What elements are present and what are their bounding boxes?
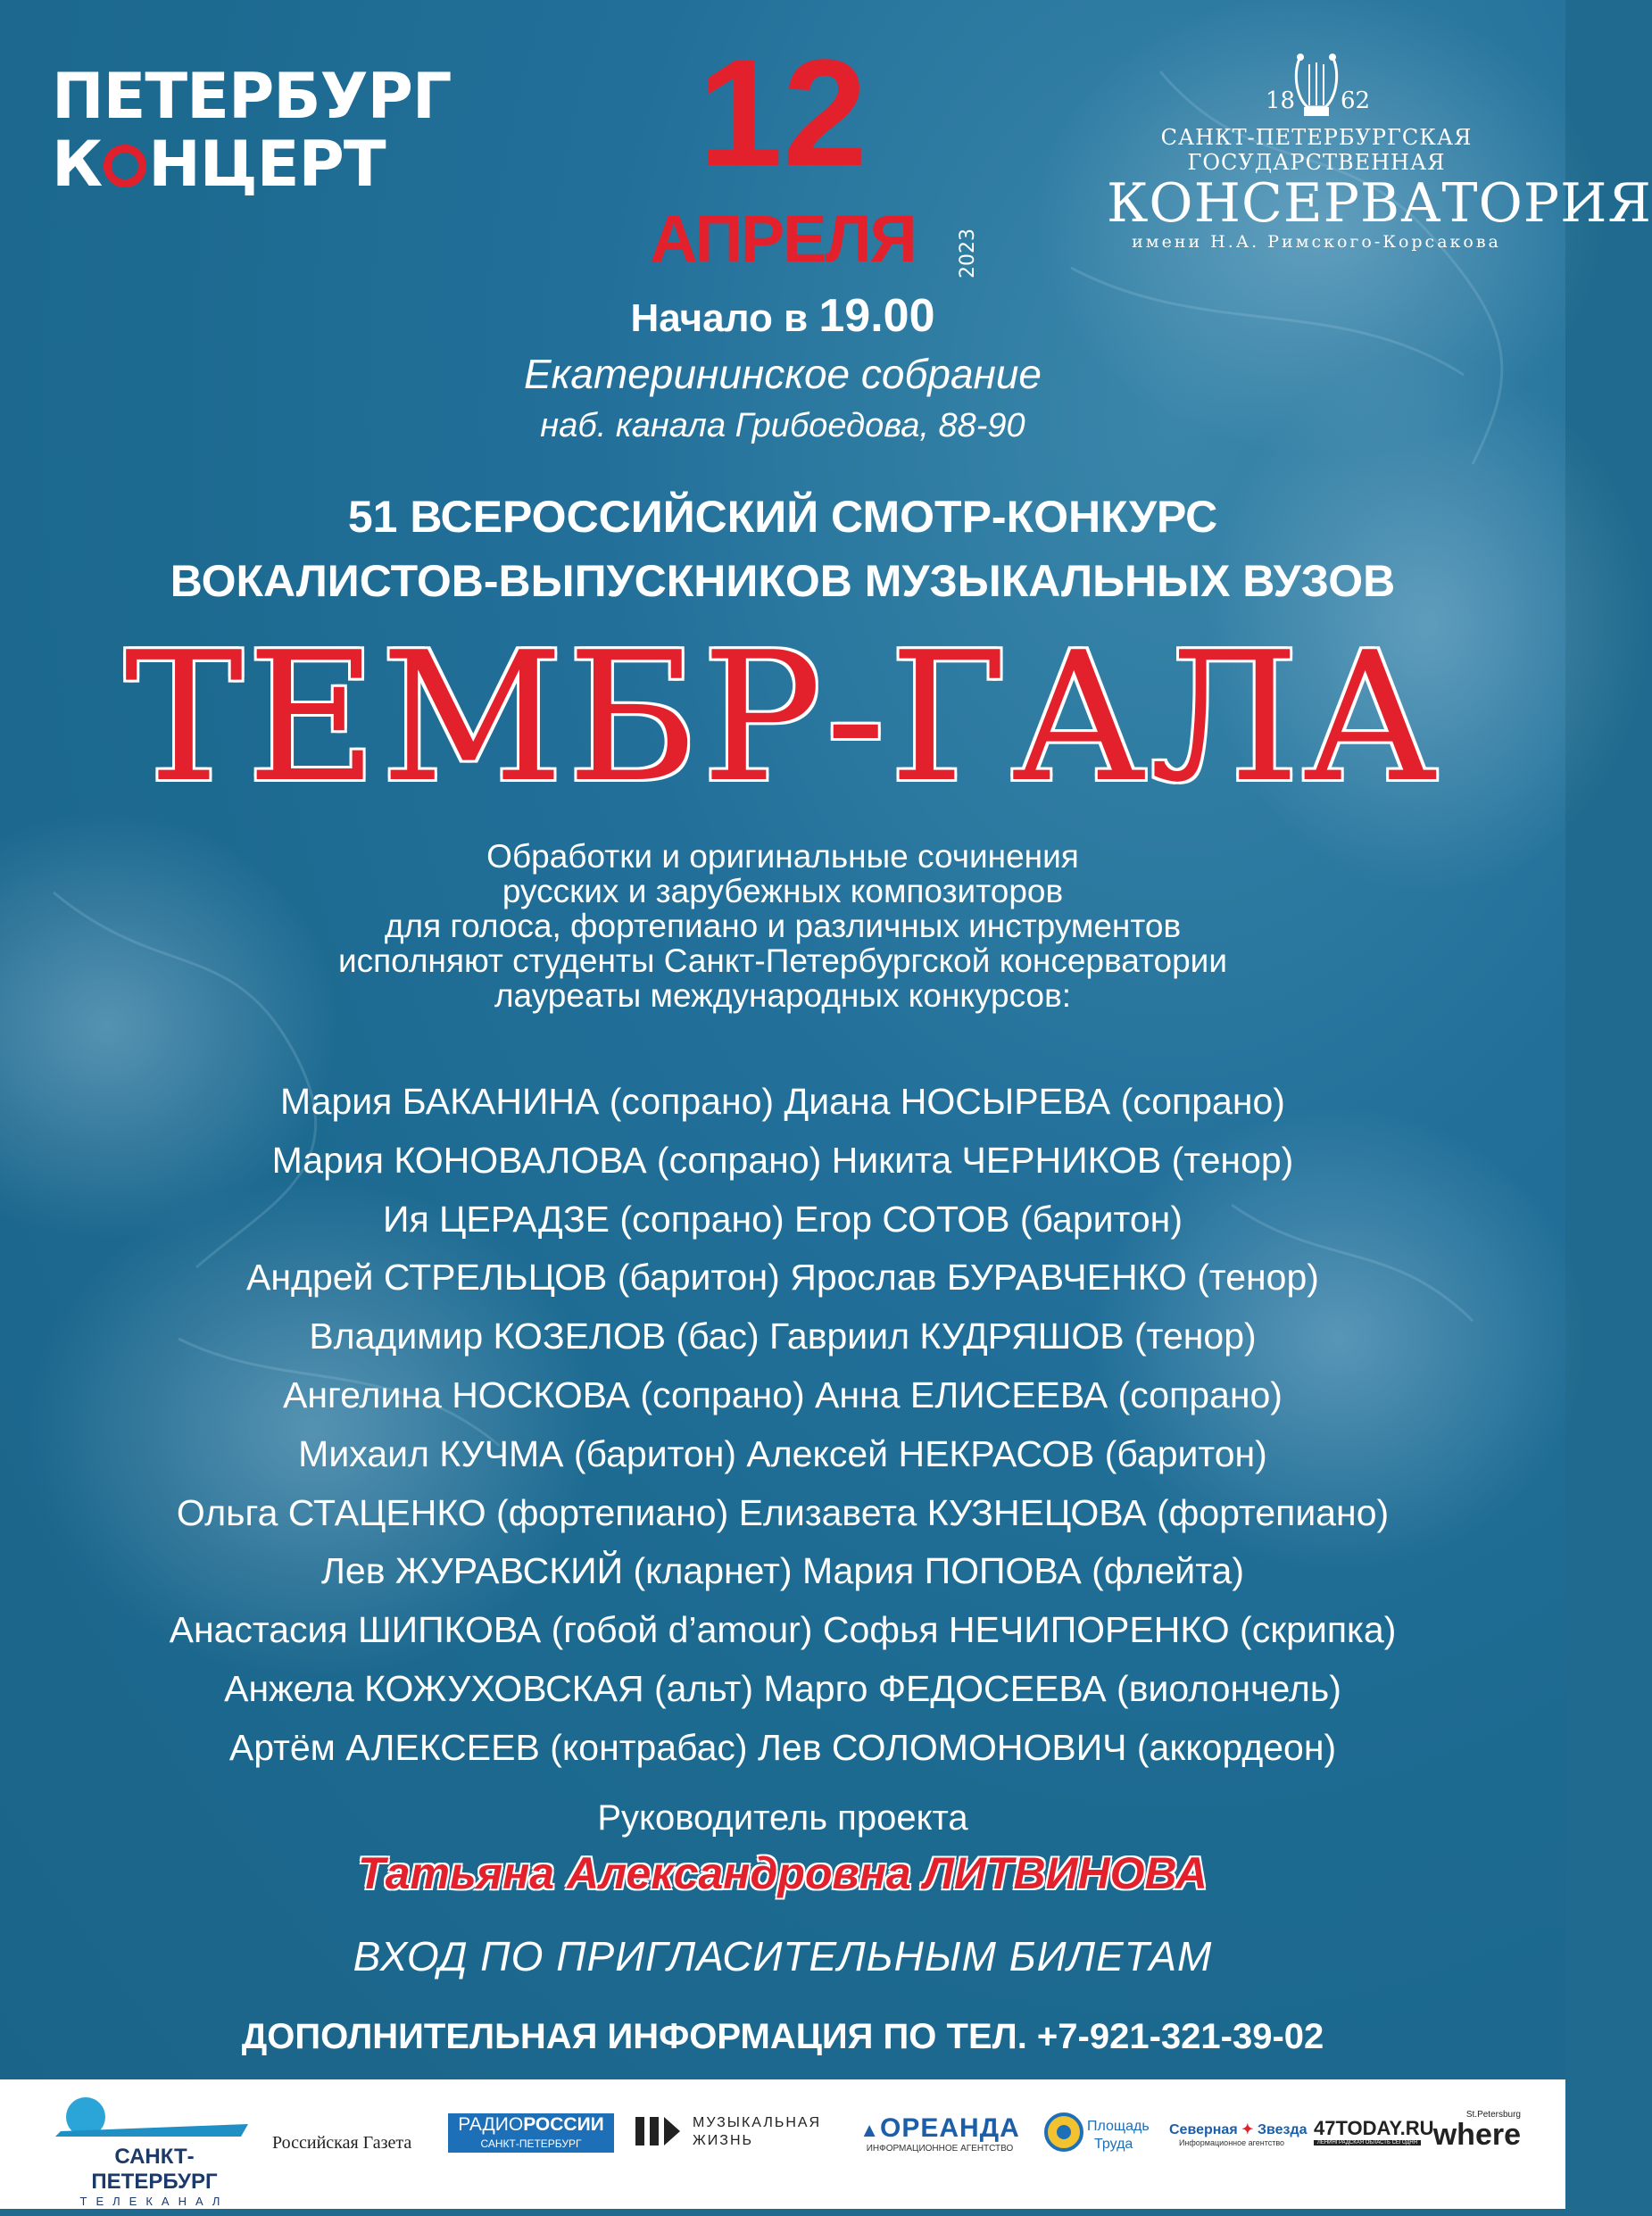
performers-list bbox=[0, 1073, 1565, 1778]
pt-line-1: Площадь bbox=[1087, 2119, 1150, 2134]
radio-line-2: САНКТ-ПЕТЕРБУРГ bbox=[480, 2137, 582, 2150]
oreanda-sub: ИНФОРМАЦИОННОЕ АГЕНТСТВО bbox=[866, 2144, 1014, 2154]
performer-row: Андрей СТРЕЛЬЦОВ (баритон) Ярослав БУРАВЧЕНКО (тенор) bbox=[246, 1257, 1319, 1299]
sponsors-strip bbox=[0, 2079, 1565, 2209]
oreanda-name: ▲ОРЕАНДА bbox=[859, 2113, 1020, 2143]
bottom-bar bbox=[0, 2209, 1565, 2216]
oreanda-triangle-icon: ▲ bbox=[859, 2119, 881, 2141]
venue: Екатерининское собрание bbox=[523, 351, 1042, 397]
performer-row: Ольга СТАЦЕНКО (фортепиано) Елизавета КУЗНЕЦОВА (фортепиано) bbox=[176, 1491, 1390, 1533]
performer-row: Михаил КУЧМА (баритон) Алексей НЕКРАСОВ (баритон) bbox=[298, 1432, 1267, 1474]
47today-logo bbox=[1314, 2117, 1434, 2145]
conservatory-line-2: КОНСЕРВАТОРИЯ bbox=[1107, 172, 1652, 235]
description-line: лауреаты международных конкурсов: bbox=[494, 977, 1072, 1014]
where-small: St.Petersburg bbox=[1465, 2110, 1521, 2120]
pt-line-2: Труда bbox=[1094, 2137, 1133, 2152]
start-time bbox=[0, 289, 1565, 343]
project-lead-label: Руководитель проекта bbox=[597, 1798, 968, 1838]
logo-line-2: К НЦЕРТ bbox=[52, 128, 386, 201]
description-line: для голоса, фортепиано и различных инструментов bbox=[384, 908, 1182, 944]
conservatory-line-1: САНКТ-ПЕТЕРБУРГСКАЯ ГОСУДАРСТВЕННАЯ bbox=[1160, 125, 1473, 175]
spb-tv-logo bbox=[52, 2096, 257, 2208]
start-label: Начало в bbox=[630, 296, 809, 340]
performer-row: Артём АЛЕКСЕЕВ (контрабас) Лев СОЛОМОНОВИЧ (аккордеон) bbox=[228, 1726, 1337, 1768]
year-right: 62 bbox=[1341, 87, 1371, 114]
where-logo bbox=[1432, 2110, 1521, 2150]
description bbox=[0, 839, 1565, 1013]
mz-icon bbox=[635, 2113, 687, 2149]
project-lead-name: Татьяна Александровна ЛИТВИНОВА bbox=[358, 1848, 1208, 1898]
star-icon: ✦ bbox=[1241, 2122, 1254, 2137]
description-line: русских и зарубежных композиторов bbox=[502, 873, 1064, 909]
sz-sub: Информационное агентство bbox=[1178, 2138, 1285, 2147]
emblem-icon bbox=[1044, 2110, 1083, 2154]
mz-line-1: МУЗЫКАЛЬНАЯ bbox=[693, 2115, 822, 2130]
mz-line-2: ЖИЗНЬ bbox=[693, 2133, 753, 2148]
sz-name: Северная ✦ Звезда bbox=[1169, 2122, 1307, 2137]
date-day: 12 bbox=[698, 29, 868, 198]
rg-logo: Российская Газета bbox=[272, 2133, 412, 2153]
date-year: 2023 bbox=[957, 228, 979, 278]
spb-tv-icon bbox=[52, 2096, 257, 2140]
start-time-value: 19.00 bbox=[818, 290, 935, 342]
oreanda-logo bbox=[855, 2113, 1025, 2154]
today-sub: ЛЕНИНГРАДСКАЯ ОБЛАСТЬ СЕГОДНЯ bbox=[1314, 2140, 1421, 2145]
address: наб. канала Грибоедова, 88-90 bbox=[540, 407, 1025, 444]
radio-line-1: РАДИОРОССИИ bbox=[458, 2114, 604, 2135]
where-name: where bbox=[1432, 2118, 1521, 2152]
description-line: исполняют студенты Санкт-Петербургской консерватории bbox=[337, 942, 1228, 979]
performer-row: Анжела КОЖУХОВСКАЯ (альт) Марго ФЕДОСЕЕВА (виолончель) bbox=[224, 1667, 1341, 1709]
event-title: ТЕМБР-ГАЛА bbox=[124, 614, 1441, 822]
today-name: 47TODAY.RU bbox=[1314, 2117, 1434, 2139]
entry-note: ВХОД ПО ПРИГЛАСИТЕЛЬНЫМ БИЛЕТАМ bbox=[353, 1933, 1213, 1979]
contest-line-1: 51 ВСЕРОССИЙСКИЙ СМОТР-КОНКУРС bbox=[347, 492, 1218, 542]
phone-info: ДОПОЛНИТЕЛЬНАЯ ИНФОРМАЦИЯ ПО ТЕЛ. +7-921-321-39-02 bbox=[241, 2017, 1324, 2056]
radio-rossii-logo bbox=[448, 2113, 614, 2153]
performer-row: Лев ЖУРАВСКИЙ (кларнет) Мария ПОПОВА (флейта) bbox=[321, 1550, 1244, 1592]
logo-line-1: ПЕТЕРБУРГ bbox=[52, 60, 452, 133]
severnaya-zvezda-logo bbox=[1169, 2121, 1307, 2147]
spb-tv-name: САНКТ-ПЕТЕРБУРГ bbox=[91, 2145, 218, 2194]
performer-row: Мария КОНОВАЛОВА (сопрано) Никита ЧЕРНИКОВ (тенор) bbox=[271, 1139, 1294, 1181]
performer-row: Мария БАКАНИНА (сопрано) Диана НОСЫРЕВА (сопрано) bbox=[280, 1081, 1285, 1122]
performer-row: Анастасия ШИПКОВА (гобой d’amour) Софья НЕЧИПОРЕНКО (скрипка) bbox=[169, 1609, 1397, 1651]
contest-line-2: ВОКАЛИСТОВ-ВЫПУСКНИКОВ МУЗЫКАЛЬНЫХ ВУЗОВ bbox=[170, 556, 1396, 606]
description-line: Обработки и оригинальные сочинения bbox=[486, 838, 1079, 875]
conservatory-line-3: имени Н.А. Римского-Корсакова bbox=[1132, 232, 1501, 252]
performer-row: Владимир КОЗЕЛОВ (бас) Гавриил КУДРЯШОВ (тенор) bbox=[309, 1315, 1257, 1357]
year-left: 18 bbox=[1266, 87, 1296, 114]
performer-row: Ангелина НОСКОВА (сопрано) Анна ЕЛИСЕЕВА (сопрано) bbox=[283, 1374, 1283, 1415]
performer-row: Ия ЦЕРАДЗЕ (сопрано) Егор СОТОВ (баритон) bbox=[383, 1198, 1183, 1240]
spb-tv-sub: ТЕЛЕКАНАЛ bbox=[79, 2195, 229, 2208]
date-month: АПРЕЛЯ bbox=[650, 202, 916, 276]
